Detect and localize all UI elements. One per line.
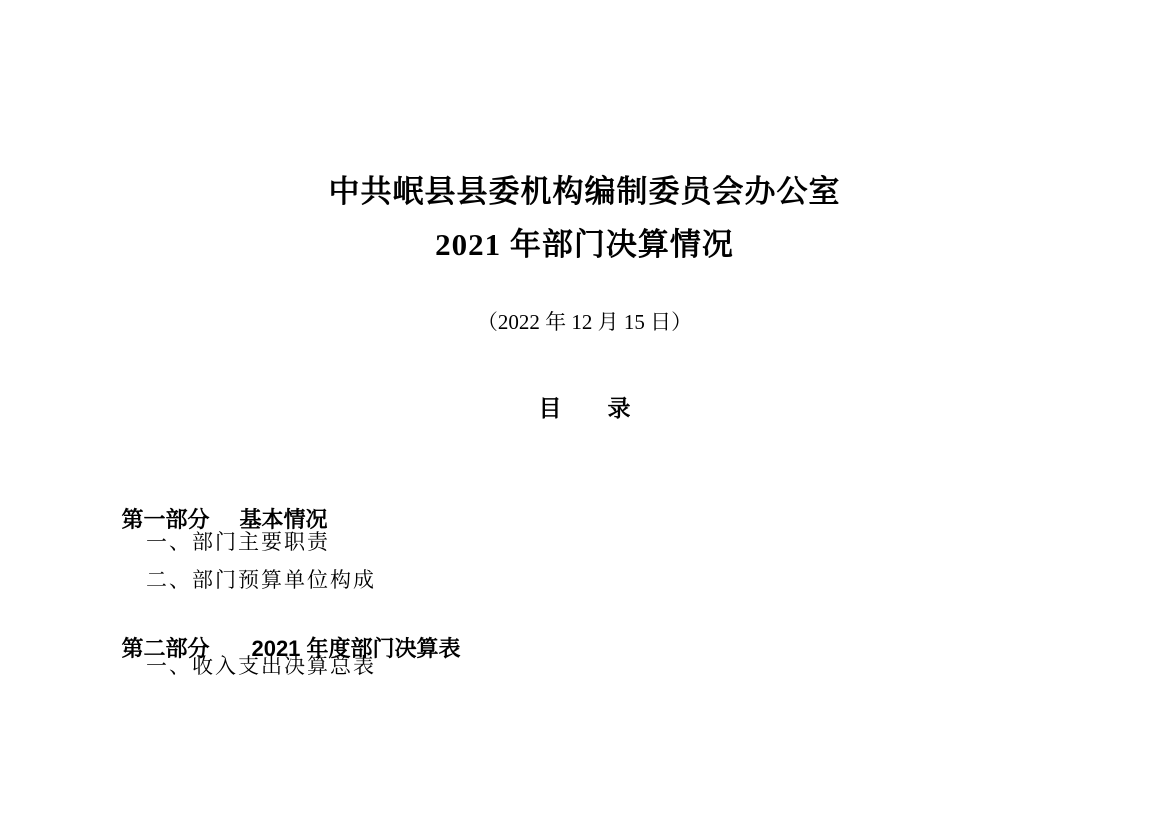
toc-heading: 目 录 — [538, 395, 631, 421]
toc-item-budget-unit-composition: 二、部门预算单位构成 — [146, 568, 376, 592]
toc-part-1-label: 第一部分 — [121, 507, 210, 532]
toc-item-dept-duties: 一、部门主要职责 — [146, 530, 330, 554]
toc-item-income-expenditure-summary: 一、收入支出决算总表 — [146, 654, 376, 678]
toc-part-2-label: 第二部分 — [121, 636, 210, 661]
toc-part-1-title: 基本情况 — [239, 507, 328, 532]
toc-part-2-title: 2021 年度部门决算表 — [251, 636, 461, 661]
document-date: （2022 年 12 月 15 日） — [476, 310, 693, 334]
document-title-line-2: 2021 年部门决算情况 — [435, 227, 734, 262]
document-title-line-1: 中共岷县县委机构编制委员会办公室 — [328, 174, 841, 209]
